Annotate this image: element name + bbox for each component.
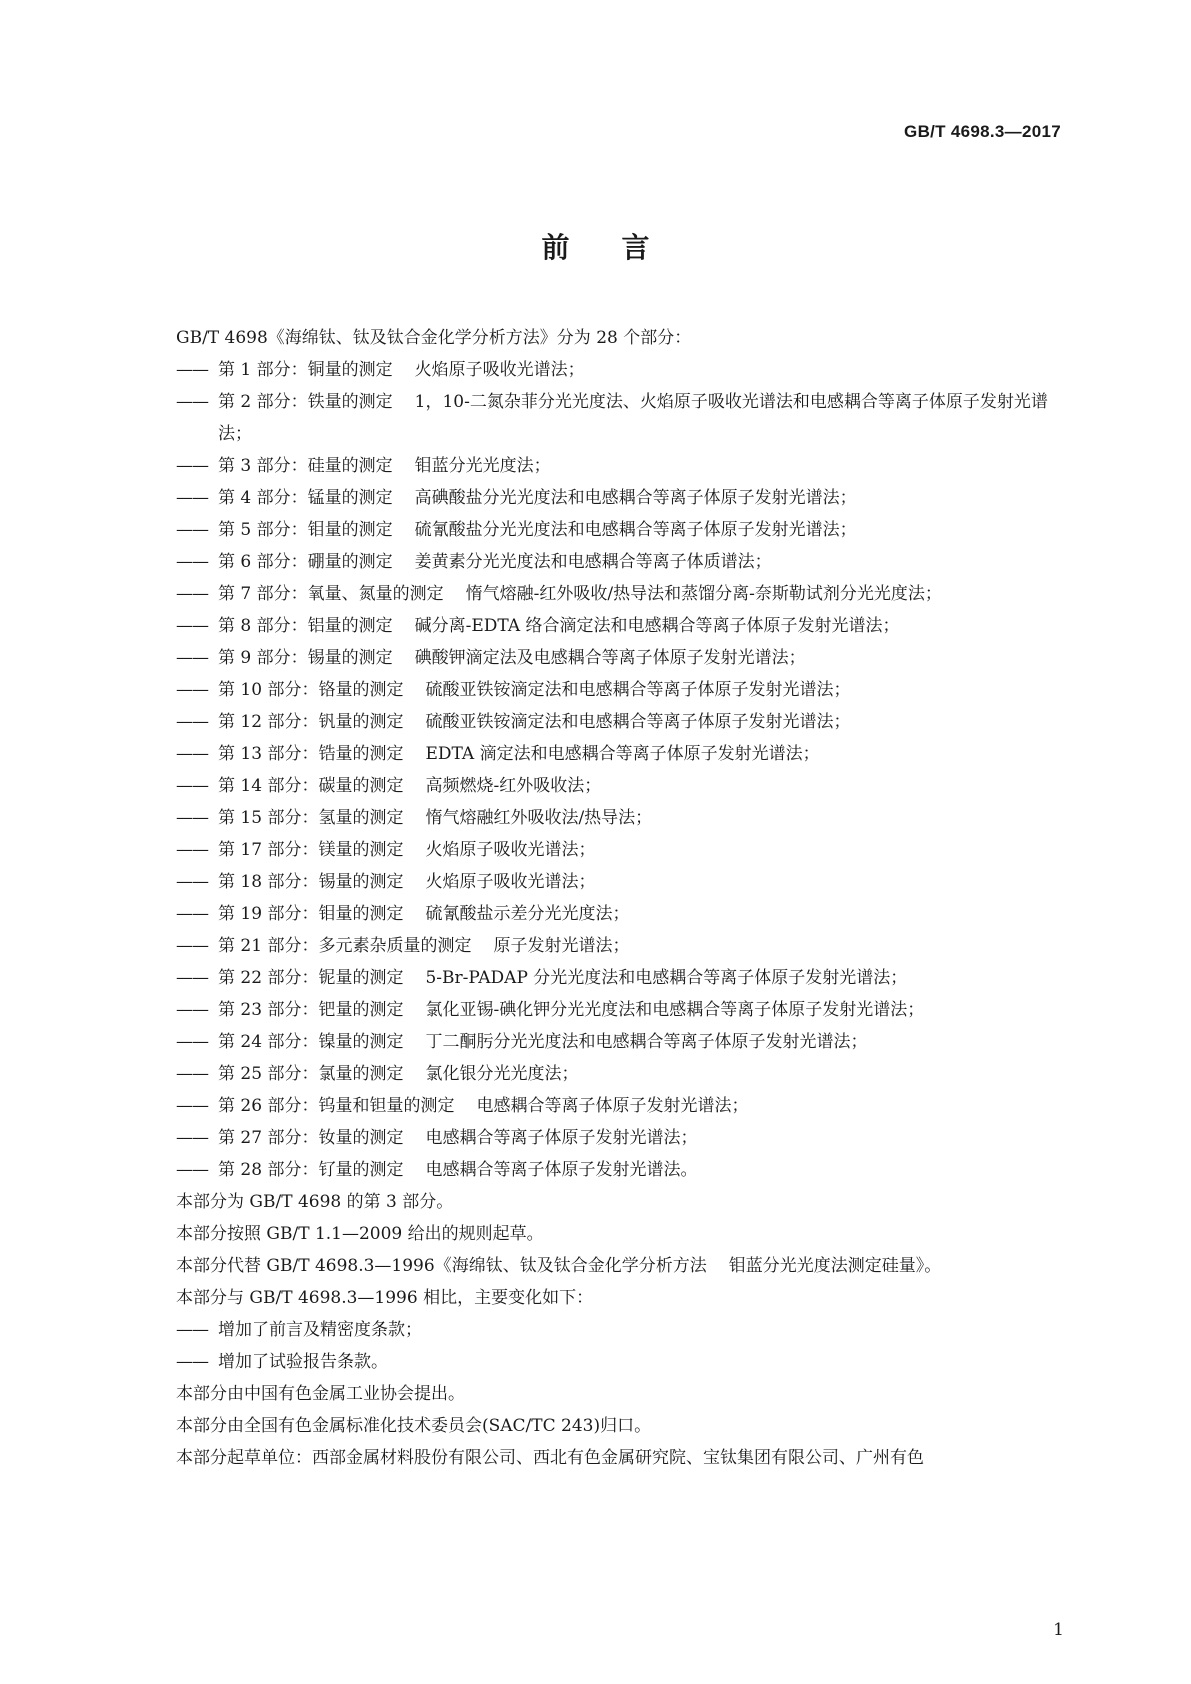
part-method: 高碘酸盐分光光度法和电感耦合等离子体原子发射光谱法； bbox=[414, 488, 857, 508]
em-dash: —— bbox=[176, 1160, 208, 1180]
em-dash: —— bbox=[176, 360, 208, 380]
changes-intro-paragraph: 本部分与 GB/T 4698.3—1996 相比，主要变化如下： bbox=[176, 1288, 594, 1308]
part-method: 硫酸亚铁铵滴定法和电感耦合等离子体原子发射光谱法； bbox=[425, 712, 851, 732]
part-label: 第 28 部分：钌量的测定 bbox=[218, 1160, 404, 1180]
part-label: 第 27 部分：钕量的测定 bbox=[218, 1128, 404, 1148]
part-method: 硫氰酸盐示差分光光度法； bbox=[425, 904, 630, 924]
em-dash: —— bbox=[176, 1064, 208, 1084]
part-method: 姜黄素分光光度法和电感耦合等离子体质谱法； bbox=[414, 552, 772, 572]
em-dash: —— bbox=[176, 712, 208, 732]
intro-paragraph: GB/T 4698《海绵钛、钛及钛合金化学分析方法》分为 28 个部分： bbox=[176, 328, 692, 348]
em-dash: —— bbox=[176, 808, 208, 828]
list-item bbox=[176, 354, 1062, 386]
list-item bbox=[176, 1026, 1062, 1058]
part-label: 第 10 部分：铬量的测定 bbox=[218, 680, 404, 700]
parts-list bbox=[176, 354, 1062, 1186]
part-method: 火焰原子吸收光谱法； bbox=[425, 872, 596, 892]
em-dash: —— bbox=[176, 1128, 208, 1148]
list-item bbox=[176, 578, 1062, 610]
part-method: 5-Br-PADAP 分光光度法和电感耦合等离子体原子发射光谱法； bbox=[425, 968, 908, 988]
part-label: 第 8 部分：铝量的测定 bbox=[218, 616, 393, 636]
part-method: 惰气熔融红外吸收法/热导法； bbox=[425, 808, 653, 828]
part-method: 火焰原子吸收光谱法； bbox=[425, 840, 596, 860]
list-item bbox=[176, 770, 1062, 802]
em-dash: —— bbox=[176, 1032, 208, 1052]
part-label: 第 26 部分：钨量和钽量的测定 bbox=[218, 1096, 455, 1116]
em-dash: —— bbox=[176, 872, 208, 892]
part-label: 第 17 部分：镁量的测定 bbox=[218, 840, 404, 860]
em-dash: —— bbox=[176, 1000, 208, 1020]
part-label: 第 12 部分：钒量的测定 bbox=[218, 712, 404, 732]
em-dash: —— bbox=[176, 840, 208, 860]
part-method: 硫酸亚铁铵滴定法和电感耦合等离子体原子发射光谱法； bbox=[425, 680, 851, 700]
part-method: 火焰原子吸收光谱法； bbox=[414, 360, 585, 380]
em-dash: —— bbox=[176, 1096, 208, 1116]
part-method: 氯化银分光光度法； bbox=[425, 1064, 579, 1084]
list-item bbox=[176, 898, 1062, 930]
part-label: 第 3 部分：硅量的测定 bbox=[218, 456, 393, 476]
list-item bbox=[176, 1122, 1062, 1154]
foreword-body bbox=[176, 322, 1062, 1474]
part-method: 惰气熔融-红外吸收/热导法和蒸馏分离-奈斯勒试剂分光光度法； bbox=[465, 584, 942, 604]
drafting-rule-paragraph: 本部分按照 GB/T 1.1—2009 给出的规则起草。 bbox=[176, 1224, 544, 1244]
em-dash: —— bbox=[176, 520, 208, 540]
part-method: 电感耦合等离子体原子发射光谱法。 bbox=[425, 1160, 698, 1180]
list-item bbox=[176, 674, 1062, 706]
part-method: 碱分离-EDTA 络合滴定法和电感耦合等离子体原子发射光谱法； bbox=[414, 616, 900, 636]
part-label: 第 19 部分：钼量的测定 bbox=[218, 904, 404, 924]
part-label: 第 4 部分：锰量的测定 bbox=[218, 488, 393, 508]
list-item bbox=[176, 514, 1062, 546]
list-item bbox=[176, 1090, 1062, 1122]
em-dash: —— bbox=[176, 968, 208, 988]
list-item bbox=[176, 866, 1062, 898]
part-label: 第 9 部分：锡量的测定 bbox=[218, 648, 393, 668]
change-text: 增加了试验报告条款。 bbox=[218, 1352, 388, 1372]
list-item bbox=[176, 450, 1062, 482]
list-item bbox=[176, 642, 1062, 674]
list-item bbox=[176, 738, 1062, 770]
part-label: 第 14 部分：碳量的测定 bbox=[218, 776, 404, 796]
list-item bbox=[176, 1346, 1062, 1378]
list-item bbox=[176, 1314, 1062, 1346]
list-item bbox=[176, 1058, 1062, 1090]
em-dash: —— bbox=[176, 680, 208, 700]
part-label: 第 18 部分：锡量的测定 bbox=[218, 872, 404, 892]
part-method: EDTA 滴定法和电感耦合等离子体原子发射光谱法； bbox=[425, 744, 820, 764]
em-dash: —— bbox=[176, 776, 208, 796]
part-label: 第 23 部分：钯量的测定 bbox=[218, 1000, 404, 1020]
change-text: 增加了前言及精密度条款； bbox=[218, 1320, 422, 1340]
replaces-prefix: 本部分代替 GB/T 4698.3—1996《海绵钛、钛及钛合金化学分析方法 bbox=[176, 1256, 707, 1276]
part-method: 丁二酮肟分光光度法和电感耦合等离子体原子发射光谱法； bbox=[425, 1032, 868, 1052]
list-item bbox=[176, 834, 1062, 866]
managed-by-paragraph: 本部分由全国有色金属标准化技术委员会(SAC/TC 243)归口。 bbox=[176, 1416, 652, 1436]
list-item bbox=[176, 802, 1062, 834]
em-dash: —— bbox=[176, 1352, 208, 1372]
part-method: 钼蓝分光光度法； bbox=[414, 456, 551, 476]
em-dash: —— bbox=[176, 616, 208, 636]
part-label: 第 2 部分：铁量的测定 bbox=[218, 392, 393, 412]
replaces-paragraph bbox=[176, 1250, 1062, 1282]
part-method: 碘酸钾滴定法及电感耦合等离子体原子发射光谱法； bbox=[414, 648, 806, 668]
list-item bbox=[176, 994, 1062, 1026]
drafting-units-paragraph: 本部分起草单位：西部金属材料股份有限公司、西北有色金属研究院、宝钛集团有限公司、广州有色 bbox=[176, 1448, 924, 1468]
em-dash: —— bbox=[176, 552, 208, 572]
em-dash: —— bbox=[176, 392, 208, 412]
list-item bbox=[176, 706, 1062, 738]
list-item bbox=[176, 1154, 1062, 1186]
part-method: 原子发射光谱法； bbox=[493, 936, 630, 956]
part-method: 硫氰酸盐分光光度法和电感耦合等离子体原子发射光谱法； bbox=[414, 520, 857, 540]
page-number: 1 bbox=[1053, 1620, 1064, 1640]
part-label: 第 5 部分：钼量的测定 bbox=[218, 520, 393, 540]
part-label: 第 6 部分：硼量的测定 bbox=[218, 552, 393, 572]
changes-list bbox=[176, 1314, 1062, 1378]
part-label: 第 1 部分：铜量的测定 bbox=[218, 360, 393, 380]
list-item bbox=[176, 930, 1062, 962]
list-item bbox=[176, 482, 1062, 514]
part-method: 电感耦合等离子体原子发射光谱法； bbox=[476, 1096, 749, 1116]
part-label: 第 22 部分：铌量的测定 bbox=[218, 968, 404, 988]
replaces-suffix: 钼蓝分光光度法测定硅量》。 bbox=[728, 1256, 942, 1276]
em-dash: —— bbox=[176, 904, 208, 924]
em-dash: —— bbox=[176, 744, 208, 764]
list-item bbox=[176, 386, 1062, 450]
page-title: 前言 bbox=[541, 231, 702, 264]
part-label: 第 25 部分：氯量的测定 bbox=[218, 1064, 404, 1084]
list-item bbox=[176, 546, 1062, 578]
part-label: 第 15 部分：氢量的测定 bbox=[218, 808, 404, 828]
em-dash: —— bbox=[176, 584, 208, 604]
em-dash: —— bbox=[176, 1320, 208, 1340]
list-item bbox=[176, 610, 1062, 642]
em-dash: —— bbox=[176, 936, 208, 956]
em-dash: —— bbox=[176, 648, 208, 668]
part-method: 电感耦合等离子体原子发射光谱法； bbox=[425, 1128, 698, 1148]
part-method: 1，10-二氮杂菲分光光度法、火焰原子吸收光谱法和电感耦合等离子体原子发射光谱法； bbox=[218, 392, 1048, 444]
list-item bbox=[176, 962, 1062, 994]
em-dash: —— bbox=[176, 456, 208, 476]
proposed-by-paragraph: 本部分由中国有色金属工业协会提出。 bbox=[176, 1384, 465, 1404]
part-method: 氯化亚锡-碘化钾分光光度法和电感耦合等离子体原子发射光谱法； bbox=[425, 1000, 925, 1020]
part-of-paragraph: 本部分为 GB/T 4698 的第 3 部分。 bbox=[176, 1192, 454, 1212]
part-label: 第 21 部分：多元素杂质量的测定 bbox=[218, 936, 472, 956]
part-label: 第 13 部分：锆量的测定 bbox=[218, 744, 404, 764]
em-dash: —— bbox=[176, 488, 208, 508]
part-method: 高频燃烧-红外吸收法； bbox=[425, 776, 602, 796]
standard-number: GB/T 4698.3—2017 bbox=[904, 122, 1061, 141]
part-label: 第 24 部分：镍量的测定 bbox=[218, 1032, 404, 1052]
part-label: 第 7 部分：氧量、氮量的测定 bbox=[218, 584, 444, 604]
